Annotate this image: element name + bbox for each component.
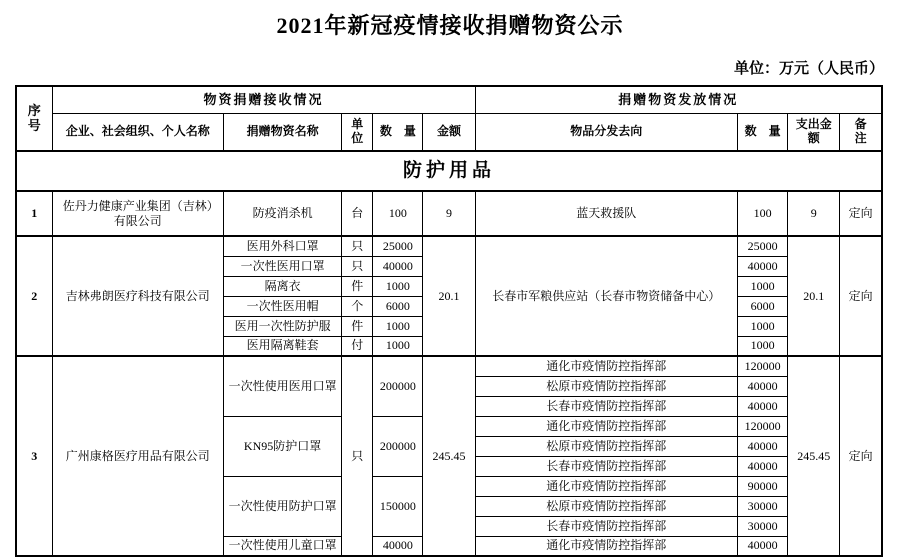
cell-qty-dispatched: 40000 <box>738 436 788 456</box>
cell-destination: 通化市疫情防控指挥部 <box>475 416 738 436</box>
cell-qty-received: 40000 <box>373 256 423 276</box>
cell-qty-dispatched: 90000 <box>738 476 788 496</box>
cell-destination: 长春市军粮供应站（长春市物资储备中心） <box>475 236 738 356</box>
cell-qty-received: 25000 <box>373 236 423 256</box>
cell-expense: 245.45 <box>788 356 840 556</box>
cell-qty-dispatched: 25000 <box>738 236 788 256</box>
cell-qty-dispatched: 6000 <box>738 296 788 316</box>
cell-unit: 付 <box>342 336 373 356</box>
cell-unit: 只 <box>342 236 373 256</box>
cell-qty-received: 40000 <box>373 536 423 556</box>
cell-expense: 20.1 <box>788 236 840 356</box>
cell-item-name: 一次性使用儿童口罩 <box>223 536 341 556</box>
cell-item-name: 一次性医用口罩 <box>223 256 341 276</box>
section-row <box>16 151 882 191</box>
cell-qty-received: 150000 <box>373 476 423 536</box>
cell-qty-dispatched: 40000 <box>738 396 788 416</box>
cell-note: 定向 <box>840 356 882 556</box>
col-header-company: 企业、社会组织、个人名称 <box>52 113 223 151</box>
cell-qty-received: 100 <box>373 191 423 236</box>
cell-unit: 件 <box>342 276 373 296</box>
cell-destination: 松原市疫情防控指挥部 <box>475 376 738 396</box>
unit-note: 单位：万元（人民币） <box>733 61 884 77</box>
cell-item-name: 一次性医用帽 <box>223 296 341 316</box>
cell-qty-dispatched: 1000 <box>738 316 788 336</box>
col-header-destination: 物品分发去向 <box>475 113 738 151</box>
cell-item-name: KN95防护口罩 <box>223 416 341 476</box>
col-header-note <box>840 113 882 151</box>
donation-table <box>15 85 883 557</box>
col-header-qty-dispatched: 数 量 <box>738 113 788 151</box>
cell-item-name: 隔离衣 <box>223 276 341 296</box>
cell-destination: 松原市疫情防控指挥部 <box>475 496 738 516</box>
cell-destination: 长春市疫情防控指挥部 <box>475 456 738 476</box>
cell-amount: 9 <box>423 191 475 236</box>
cell-destination: 通化市疫情防控指挥部 <box>475 356 738 376</box>
table-row <box>16 356 882 376</box>
header-row-columns <box>16 113 882 151</box>
cell-qty-received: 200000 <box>373 356 423 416</box>
cell-qty-dispatched: 1000 <box>738 276 788 296</box>
cell-unit: 件 <box>342 316 373 336</box>
col-group-dispatch: 捐赠物资发放情况 <box>475 86 882 113</box>
cell-note: 定向 <box>840 191 882 236</box>
cell-amount: 20.1 <box>423 236 475 356</box>
table-row <box>16 191 882 236</box>
cell-item-name: 防疫消杀机 <box>223 191 341 236</box>
cell-destination: 长春市疫情防控指挥部 <box>475 516 738 536</box>
col-header-amount: 金额 <box>423 113 475 151</box>
col-header-unit <box>342 113 373 151</box>
cell-item-name: 医用外科口罩 <box>223 236 341 256</box>
cell-qty-dispatched: 30000 <box>738 496 788 516</box>
col-header-qty-received: 数 量 <box>373 113 423 151</box>
cell-qty-received: 200000 <box>373 416 423 476</box>
cell-unit: 只 <box>342 256 373 276</box>
cell-note: 定向 <box>840 236 882 356</box>
page-title: 2021年新冠疫情接收捐赠物资公示 <box>276 13 624 38</box>
col-header-note-label: 备注 <box>854 117 867 146</box>
cell-company: 广州康格医疗用品有限公司 <box>52 356 223 556</box>
cell-company: 佐丹力健康产业集团（吉林）有限公司 <box>52 191 223 236</box>
cell-item-name: 一次性使用医用口罩 <box>223 356 341 416</box>
cell-destination: 长春市疫情防控指挥部 <box>475 396 738 416</box>
cell-qty-dispatched: 120000 <box>738 416 788 436</box>
table-body <box>16 151 882 556</box>
cell-company: 吉林弗朗医疗科技有限公司 <box>52 236 223 356</box>
col-header-unit-label: 单位 <box>351 117 364 146</box>
cell-qty-dispatched: 40000 <box>738 256 788 276</box>
cell-expense: 9 <box>788 191 840 236</box>
cell-qty-received: 6000 <box>373 296 423 316</box>
cell-destination: 蓝天救援队 <box>475 191 738 236</box>
cell-qty-received: 1000 <box>373 276 423 296</box>
header-row-groups <box>16 86 882 113</box>
cell-serial: 3 <box>16 356 52 556</box>
cell-item-name: 医用隔离鞋套 <box>223 336 341 356</box>
cell-qty-received: 1000 <box>373 336 423 356</box>
table-row <box>16 236 882 256</box>
cell-unit: 只 <box>342 356 373 556</box>
col-header-item: 捐赠物资名称 <box>223 113 341 151</box>
col-header-expense-label: 支出金额 <box>795 117 832 146</box>
col-header-expense <box>788 113 840 151</box>
cell-qty-dispatched: 40000 <box>738 456 788 476</box>
cell-serial: 2 <box>16 236 52 356</box>
cell-serial: 1 <box>16 191 52 236</box>
cell-amount: 245.45 <box>423 356 475 556</box>
table-head <box>16 86 882 151</box>
cell-item-name: 一次性使用防护口罩 <box>223 476 341 536</box>
cell-qty-dispatched: 30000 <box>738 516 788 536</box>
col-header-serial <box>16 86 52 151</box>
cell-qty-dispatched: 100 <box>738 191 788 236</box>
col-header-serial-label: 序号 <box>27 102 43 134</box>
cell-destination: 通化市疫情防控指挥部 <box>475 476 738 496</box>
cell-unit: 台 <box>342 191 373 236</box>
cell-qty-dispatched: 1000 <box>738 336 788 356</box>
cell-unit: 个 <box>342 296 373 316</box>
cell-qty-dispatched: 120000 <box>738 356 788 376</box>
col-group-receive: 物资捐赠接收情况 <box>52 86 475 113</box>
cell-qty-dispatched: 40000 <box>738 536 788 556</box>
cell-destination: 通化市疫情防控指挥部 <box>475 536 738 556</box>
cell-qty-dispatched: 40000 <box>738 376 788 396</box>
cell-qty-received: 1000 <box>373 316 423 336</box>
cell-item-name: 医用一次性防护服 <box>223 316 341 336</box>
section-title: 防护用品 <box>16 151 882 191</box>
cell-destination: 松原市疫情防控指挥部 <box>475 436 738 456</box>
